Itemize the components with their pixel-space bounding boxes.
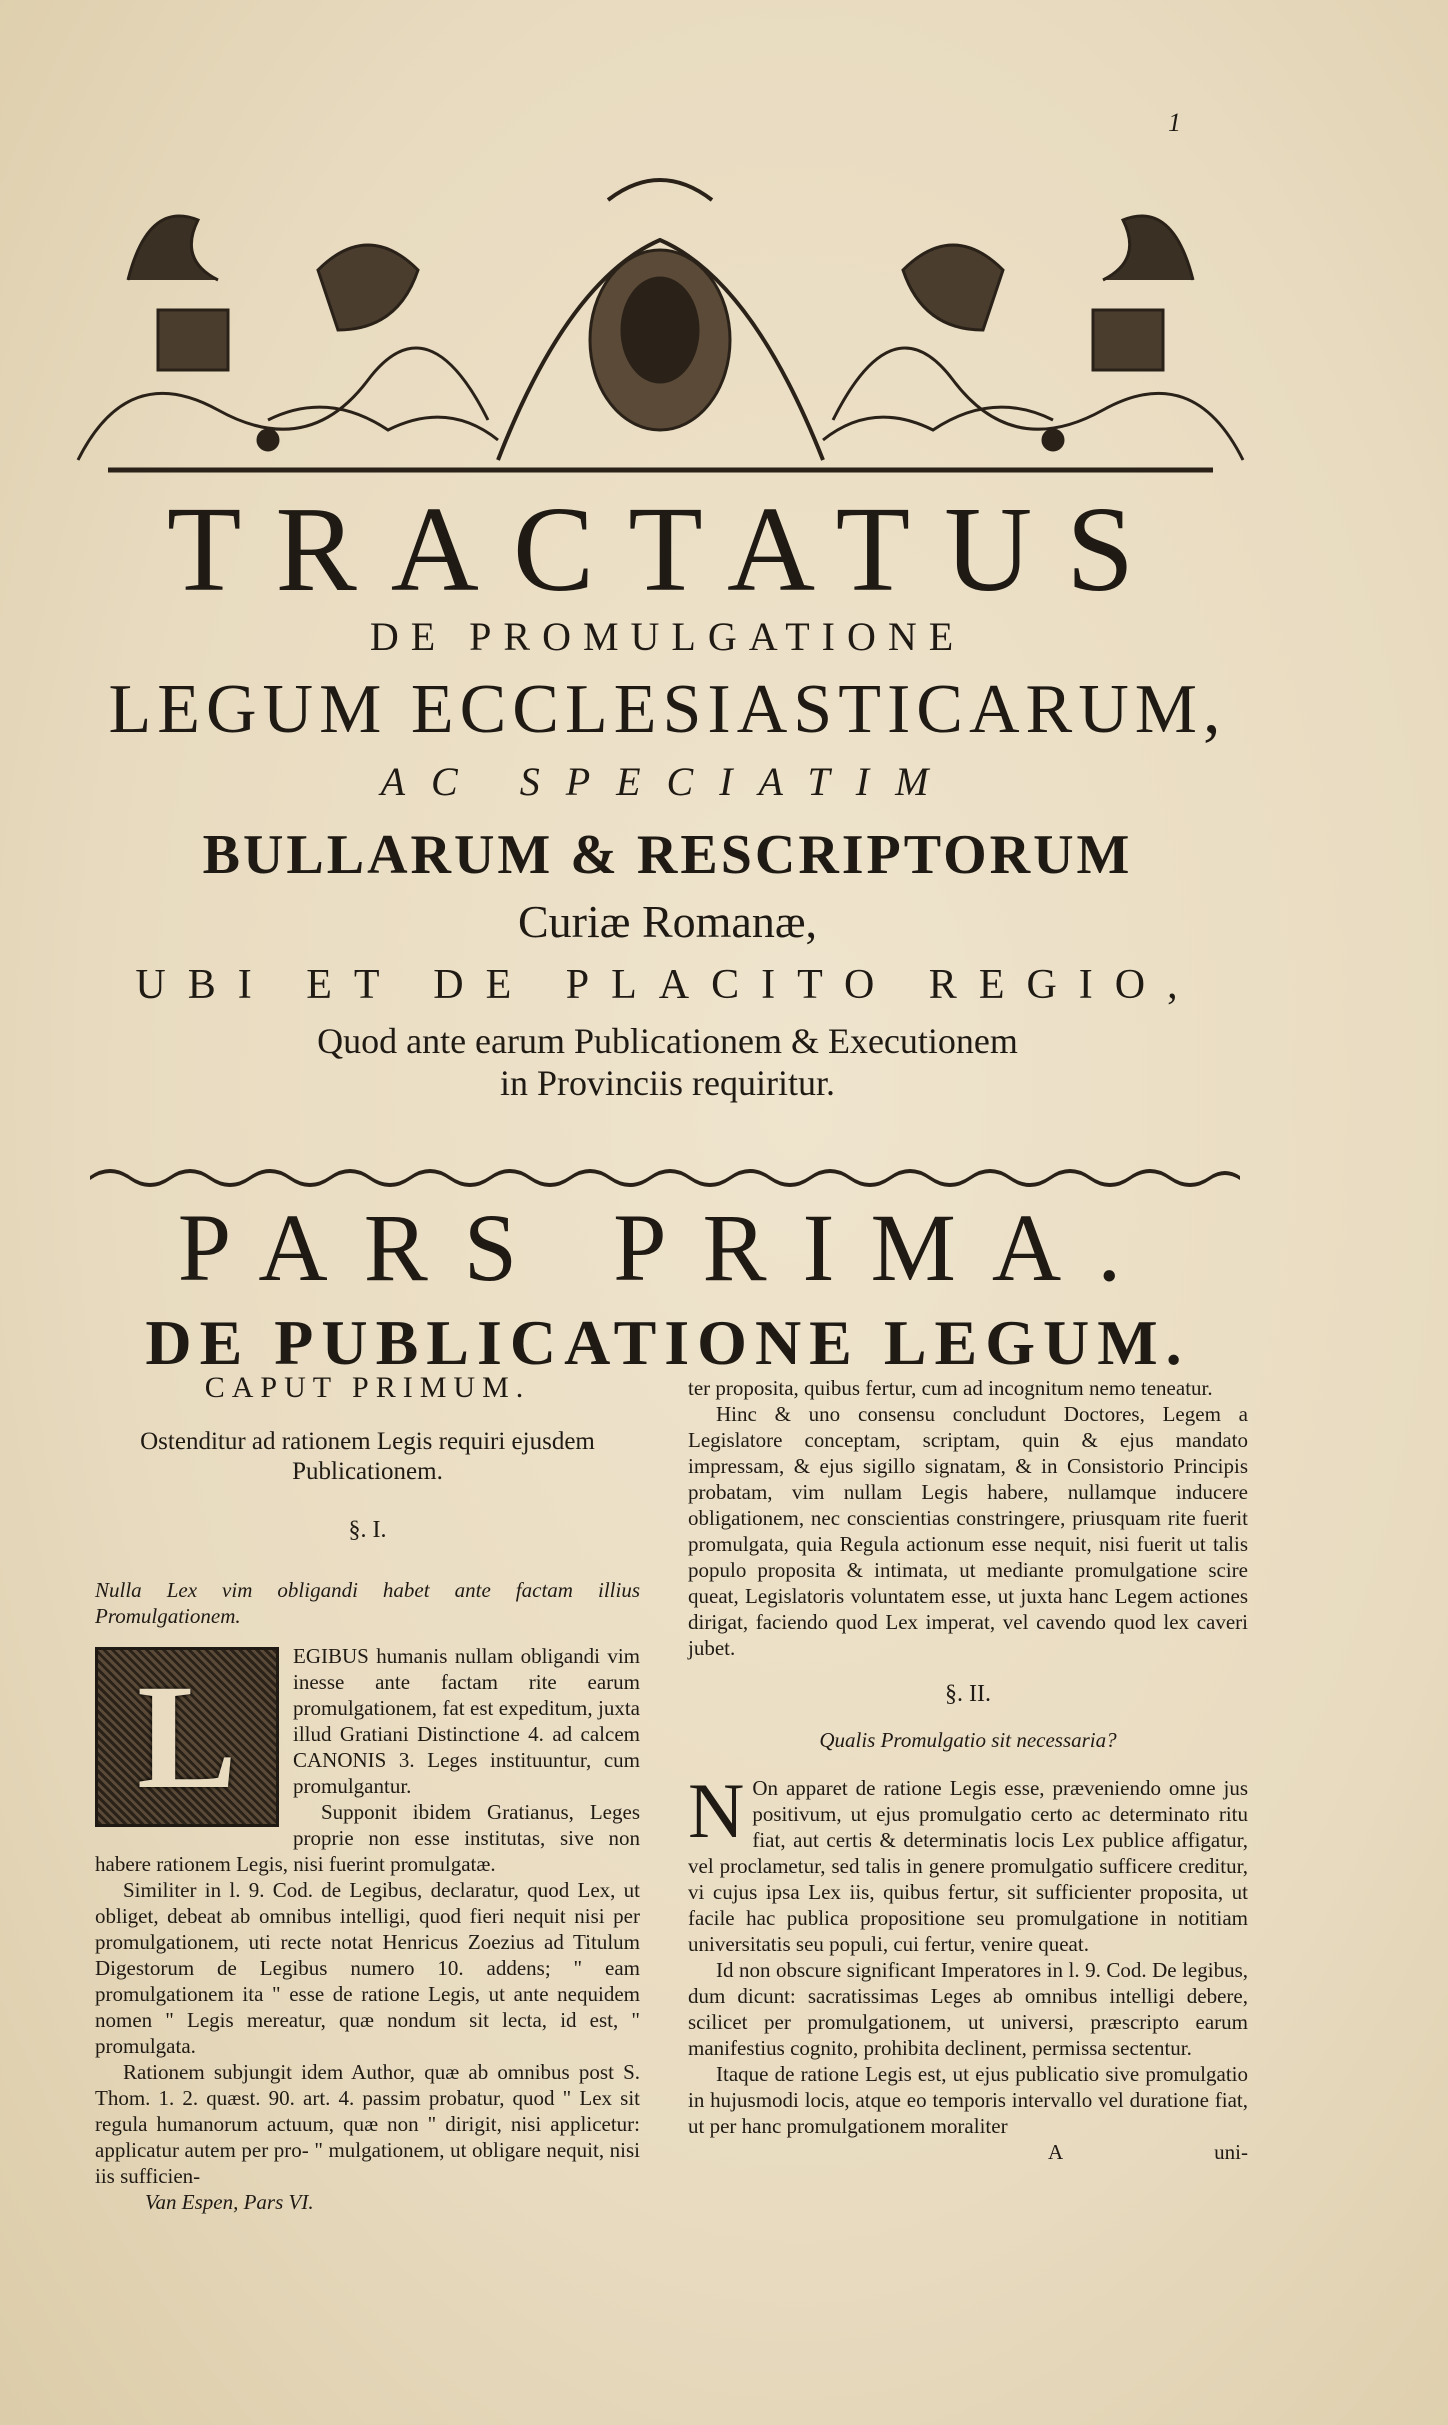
title-line-9: in Provinciis requiritur.: [500, 1063, 835, 1103]
paragraph-with-initial: [95, 1643, 640, 1820]
decorated-initial: [95, 1647, 279, 1827]
title-line-4: AC SPECIATIM: [380, 759, 955, 804]
paragraph: EGIBUS humanis nullam obligandi vim inesse ante factam rite earum promulgationem, fat est expeditum, juxta illud Gratiani Distinctione 4. ad calcem CANONIS 3. Leges instituuntur, cum promulgantur.: [293, 1644, 640, 1798]
title-line-5: BULLARUM & RESCRIPTORUM: [202, 824, 1133, 886]
chapter-heading: CAPUT PRIMUM.: [204, 1371, 531, 1404]
pars-subtitle: DE PUBLICATIONE LEGUM.: [145, 1307, 1190, 1378]
signature-line: Van Espen, Pars VI.: [145, 2190, 314, 2214]
catchword: uni-: [1214, 2140, 1248, 2164]
paragraph: Rationem subjungit idem Author, quæ ab omnibus post S. Thom. 1. 2. quæst. 90. art. 4. passim probatur, quod " Lex sit regula humanorum actuum, quæ non " dirigit, nisi applicetur: applicatur autem per pro- " mulgationem, ut obligare nequit, nisi iis sufficien-: [95, 2060, 640, 2188]
main-title: TRACTATUS: [166, 482, 1169, 617]
paragraph: Itaque de ratione Legis est, ut ejus publicatio sive promulgatio in hujusmodi locis, atque eo temporis intervallo vel duratione fiat, ut per hanc promulgationem moraliter: [688, 2062, 1248, 2138]
right-column: [688, 1375, 1248, 2165]
section-title: Nulla Lex vim obligandi habet ante factam illius Promulgationem.: [95, 1578, 640, 1628]
title-line-2: DE PROMULGATIONE: [369, 614, 966, 659]
paragraph: Id non obscure significant Imperatores in l. 9. Cod. De legibus, dum dicunt: sacratissimas Leges ab omnibus intelligi debere, scilicet per promulgationem, ut universi, præscripto earum manifestius cognito, prohibita declinent, permissa sectentur.: [688, 1958, 1248, 2060]
paragraph: ter proposita, quibus fertur, cum ad incognitum nemo teneatur.: [688, 1376, 1213, 1400]
paragraph: Hinc & uno consensu concludunt Doctores, Legem a Legislatore conceptam, scriptam, quin & ejus mandato impressam, & ejus sigillo signatam, & in Consistorio Principis probatam, vim nullam Legis habere, nullamque inducere obligationem, nec conscientias constringere, priusquam rite fuerit promulgata, quia Regula actionum esse nequit, nisi fuerit ut talis populo proposita & intimata, ut mediante promulgatione scire queat, Legislatoris voluntatem esse, ut juxta hanc Legem actiones dirigat, faciendo quod Lex imperat, vel cavendo quod lex caveri jubet.: [688, 1402, 1248, 1660]
chapter-subheading: Ostenditur ad rationem Legis requiri ejusdem Publicationem.: [140, 1428, 595, 1485]
initial-letter: N: [688, 1767, 745, 1854]
page-number: 1: [1168, 108, 1181, 137]
title-block: [60, 482, 1275, 1104]
signature-mark: A: [1048, 2140, 1064, 2164]
ornamental-headpiece: [68, 160, 1253, 490]
section-number: §. I.: [348, 1517, 387, 1543]
paragraph: On apparet de ratione Legis esse, præveniendo omne jus positivum, ut ejus promulgatio certo ac determinato ritu fiat, aut certis & determinatis locis Lex publice affigatur, vel proclametur, sed talis in genere promulgatio sufficere creditur, vi cujus ipsa Lex iis, quibus fertur, sit sufficienter proposita, ut facile hac publica propositione seu promulgatione in notitiam universitatis seu populi, cui fertur, venire queat.: [688, 1776, 1248, 1956]
initial-letter: L: [136, 1654, 238, 1820]
title-line-8: Quod ante earum Publicationem & Executionem: [317, 1021, 1018, 1061]
left-column: [95, 1371, 640, 2215]
title-line-3: LEGUM ECCLESIASTICARUM,: [108, 671, 1227, 748]
title-line-6: Curiæ Romanæ,: [517, 896, 818, 947]
paragraph-with-initial: [688, 1767, 1248, 1957]
title-line-7: UBI ET DE PLACITO REGIO,: [135, 962, 1200, 1008]
section-number: §. II.: [945, 1681, 991, 1707]
paragraph: Similiter in l. 9. Cod. de Legibus, declaratur, quod Lex, ut obliget, debeat ab omnibus intelligi, quod fieri nequit nisi per promulgationem, uti recte notat Henricus Zoezius ad Titulum Digestorum de Legibus numero 10. addens; " eam promulgationem ita " esse de ratione Legis, ut ante nequidem nomen " Legis mereatur, quæ nondum sit lecta, id est, " promulgata.: [95, 1878, 640, 2058]
pars-title: PARS PRIMA.: [177, 1194, 1158, 1301]
ornamental-rule: [90, 1162, 1240, 1190]
part-heading: [60, 1196, 1275, 1380]
paragraph: Supponit ibidem Gratianus, Leges proprie non esse institutas, sive non habere rationem Legis, nisi fuerint promulgatæ.: [95, 1800, 640, 1876]
section-title: Qualis Promulgatio sit necessaria?: [819, 1728, 1117, 1752]
